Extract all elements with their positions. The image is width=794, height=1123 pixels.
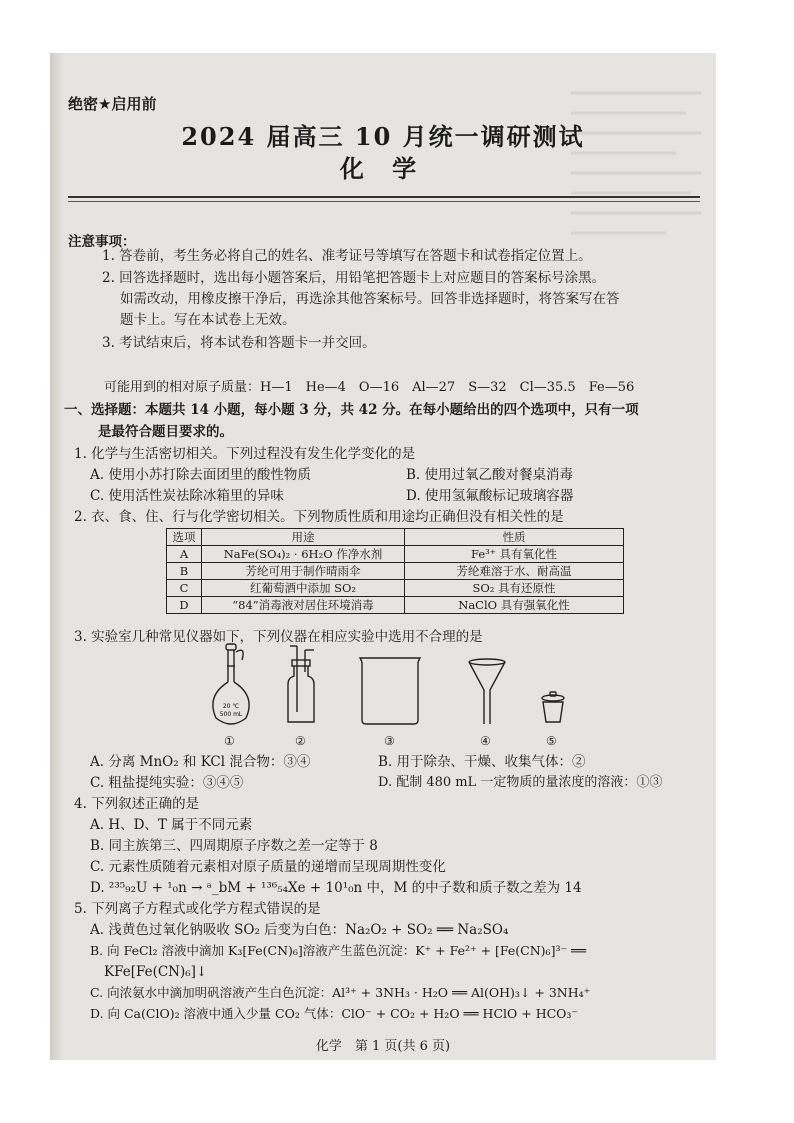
q1-option-c: C. 使用活性炭祛除冰箱里的异味 xyxy=(90,488,284,504)
caption-1: ① xyxy=(224,734,235,748)
notice-item-2: 2. 回答选择题时，选出每小题答案后，用铅笔把答题卡上对应题目的答案标号涂黑。 xyxy=(102,270,606,286)
q4-option-a: A. H、D、T 属于不同元素 xyxy=(90,817,253,833)
q2-cell-property: Fe³⁺ 具有氧化性 xyxy=(405,546,624,563)
q2-cell-use: NaFe(SO₄)₂ · 6H₂O 作净水剂 xyxy=(202,546,405,563)
q5-option-b-cont: KFe[Fe(CN)₆]↓ xyxy=(104,964,208,980)
section1-heading: 一、选择题：本题共 14 小题，每小题 3 分，共 42 分。在每小题给出的四个选项中，只有一项 xyxy=(64,402,639,418)
q2-table xyxy=(166,528,624,614)
q1-option-a: A. 使用小苏打除去面团里的酸性物质 xyxy=(90,467,311,483)
q2-header-property: 性质 xyxy=(405,529,624,546)
q3-option-b: B. 用于除杂、干燥、收集气体：② xyxy=(378,754,586,770)
table-row xyxy=(167,597,624,614)
q4-option-c: C. 元素性质随着元素相对原子质量的递增而呈现周期性变化 xyxy=(90,859,446,875)
q2-header-option: 选项 xyxy=(167,529,202,546)
q5-option-a: A. 浅黄色过氧化钠吸收 SO₂ 后变为白色：Na₂O₂ + SO₂ ══ Na₂SO₄ xyxy=(90,922,509,938)
gas-washing-bottle-icon xyxy=(288,646,314,722)
q5-option-b: B. 向 FeCl₂ 溶液中滴加 K₃[Fe(CN)₆]溶液产生蓝色沉淀：K⁺ + Fe²⁺ + [Fe(CN)₆]³⁻ ══ xyxy=(90,943,587,958)
table-row xyxy=(167,563,624,580)
q3-option-a: A. 分离 MnO₂ 和 KCl 混合物：③④ xyxy=(90,754,311,770)
q2-cell-option: A xyxy=(167,546,202,563)
atomic-masses: 可能用到的相对原子质量：H—1 He—4 O—16 Al—27 S—32 Cl—35.5 Fe—56 xyxy=(104,380,635,395)
q3-option-c: C. 粗盐提纯实验：③④⑤ xyxy=(90,775,244,791)
header-rule-thin xyxy=(68,201,700,202)
page-footer: 化学 第 1 页(共 6 页) xyxy=(315,1039,451,1054)
exam-title: 2024 届高三 10 月统一调研测试 xyxy=(181,122,585,151)
q3-option-d: D. 配制 480 mL 一定物质的量浓度的溶液：①③ xyxy=(378,775,663,790)
q2-cell-use: 芳纶可用于制作晴雨伞 xyxy=(202,563,405,580)
q2-cell-option: D xyxy=(167,597,202,614)
q2-stem: 2. 衣、食、住、行与化学密切相关。下列物质性质和用途均正确但没有相关性的是 xyxy=(74,509,564,525)
q2-cell-property: SO₂ 具有还原性 xyxy=(405,580,624,597)
paper-edge-shadow xyxy=(50,53,64,1060)
caption-4: ④ xyxy=(480,734,491,748)
q2-cell-property: 芳纶难溶于水、耐高温 xyxy=(405,563,624,580)
q4-stem: 4. 下列叙述正确的是 xyxy=(74,796,200,812)
q5-option-d: D. 向 Ca(ClO)₂ 溶液中通入少量 CO₂ 气体：ClO⁻ + CO₂ + H₂O ══ HClO + HCO₃⁻ xyxy=(90,1006,579,1021)
q1-stem: 1. 化学与生活密切相关。下列过程没有发生化学变化的是 xyxy=(74,446,416,462)
flask-volume-label: 500 mL xyxy=(219,711,243,718)
funnel-icon xyxy=(469,659,505,724)
header-rule-thick xyxy=(68,196,700,198)
q4-option-d: D. ²³⁵₉₂U + ¹₀n → ᵃ_bM + ¹³⁶₅₄Xe + 10¹₀n 中，M 的中子数和质子数之差为 14 xyxy=(90,880,582,896)
confidential-mark: 绝密★启用前 xyxy=(68,95,157,113)
q3-stem: 3. 实验室几种常见仪器如下，下列仪器在相应实验中选用不合理的是 xyxy=(74,629,483,645)
q2-header-use: 用途 xyxy=(202,529,405,546)
flask-temp-label: 20 ℃ xyxy=(222,703,240,710)
section1-heading-cont: 是最符合题目要求的。 xyxy=(98,424,233,440)
notice-heading: 注意事项： xyxy=(68,234,136,250)
q2-cell-option: C xyxy=(167,580,202,597)
table-row xyxy=(167,546,624,563)
q4-option-b: B. 同主族第三、四周期原子序数之差一定等于 8 xyxy=(90,838,378,854)
q3-apparatus-figure xyxy=(210,638,590,748)
q1-option-b: B. 使用过氧乙酸对餐桌消毒 xyxy=(406,467,574,483)
notice-item-2-cont2: 题卡上。写在本试卷上无效。 xyxy=(120,312,296,328)
q2-table-header xyxy=(167,529,624,546)
notice-item-2-cont: 如需改动，用橡皮擦干净后，再选涂其他答案标号。回答非选择题时，将答案写在答 xyxy=(120,291,620,307)
q2-cell-property: NaClO 具有强氧化性 xyxy=(405,597,624,614)
q5-stem: 5. 下列离子方程式或化学方程式错误的是 xyxy=(74,901,321,917)
caption-5: ⑤ xyxy=(546,734,557,748)
q5-option-c: C. 向浓氨水中滴加明矾溶液产生白色沉淀：Al³⁺ + 3NH₃ · H₂O ══ Al(OH)₃↓ + 3NH₄⁺ xyxy=(90,985,591,1000)
beaker-icon xyxy=(360,658,420,724)
q2-cell-option: B xyxy=(167,563,202,580)
q1-option-d: D. 使用氢氟酸标记玻璃容器 xyxy=(406,488,574,504)
q2-cell-use: “84”消毒液对居住环境消毒 xyxy=(202,597,405,614)
notice-item-1: 1. 答卷前，考生务必将自己的姓名、准考证号等填写在答题卡和试卷指定位置上。 xyxy=(102,248,592,264)
exam-subject: 化 学 xyxy=(339,154,427,183)
caption-3: ③ xyxy=(384,734,395,748)
notice-item-3: 3. 考试结束后，将本试卷和答题卡一并交回。 xyxy=(102,335,376,351)
exam-paper xyxy=(50,53,716,1060)
q2-cell-use: 红葡萄酒中添加 SO₂ xyxy=(202,580,405,597)
table-row xyxy=(167,580,624,597)
crucible-icon xyxy=(542,692,564,722)
apparatus-drawings xyxy=(210,638,590,734)
caption-2: ② xyxy=(295,734,306,748)
